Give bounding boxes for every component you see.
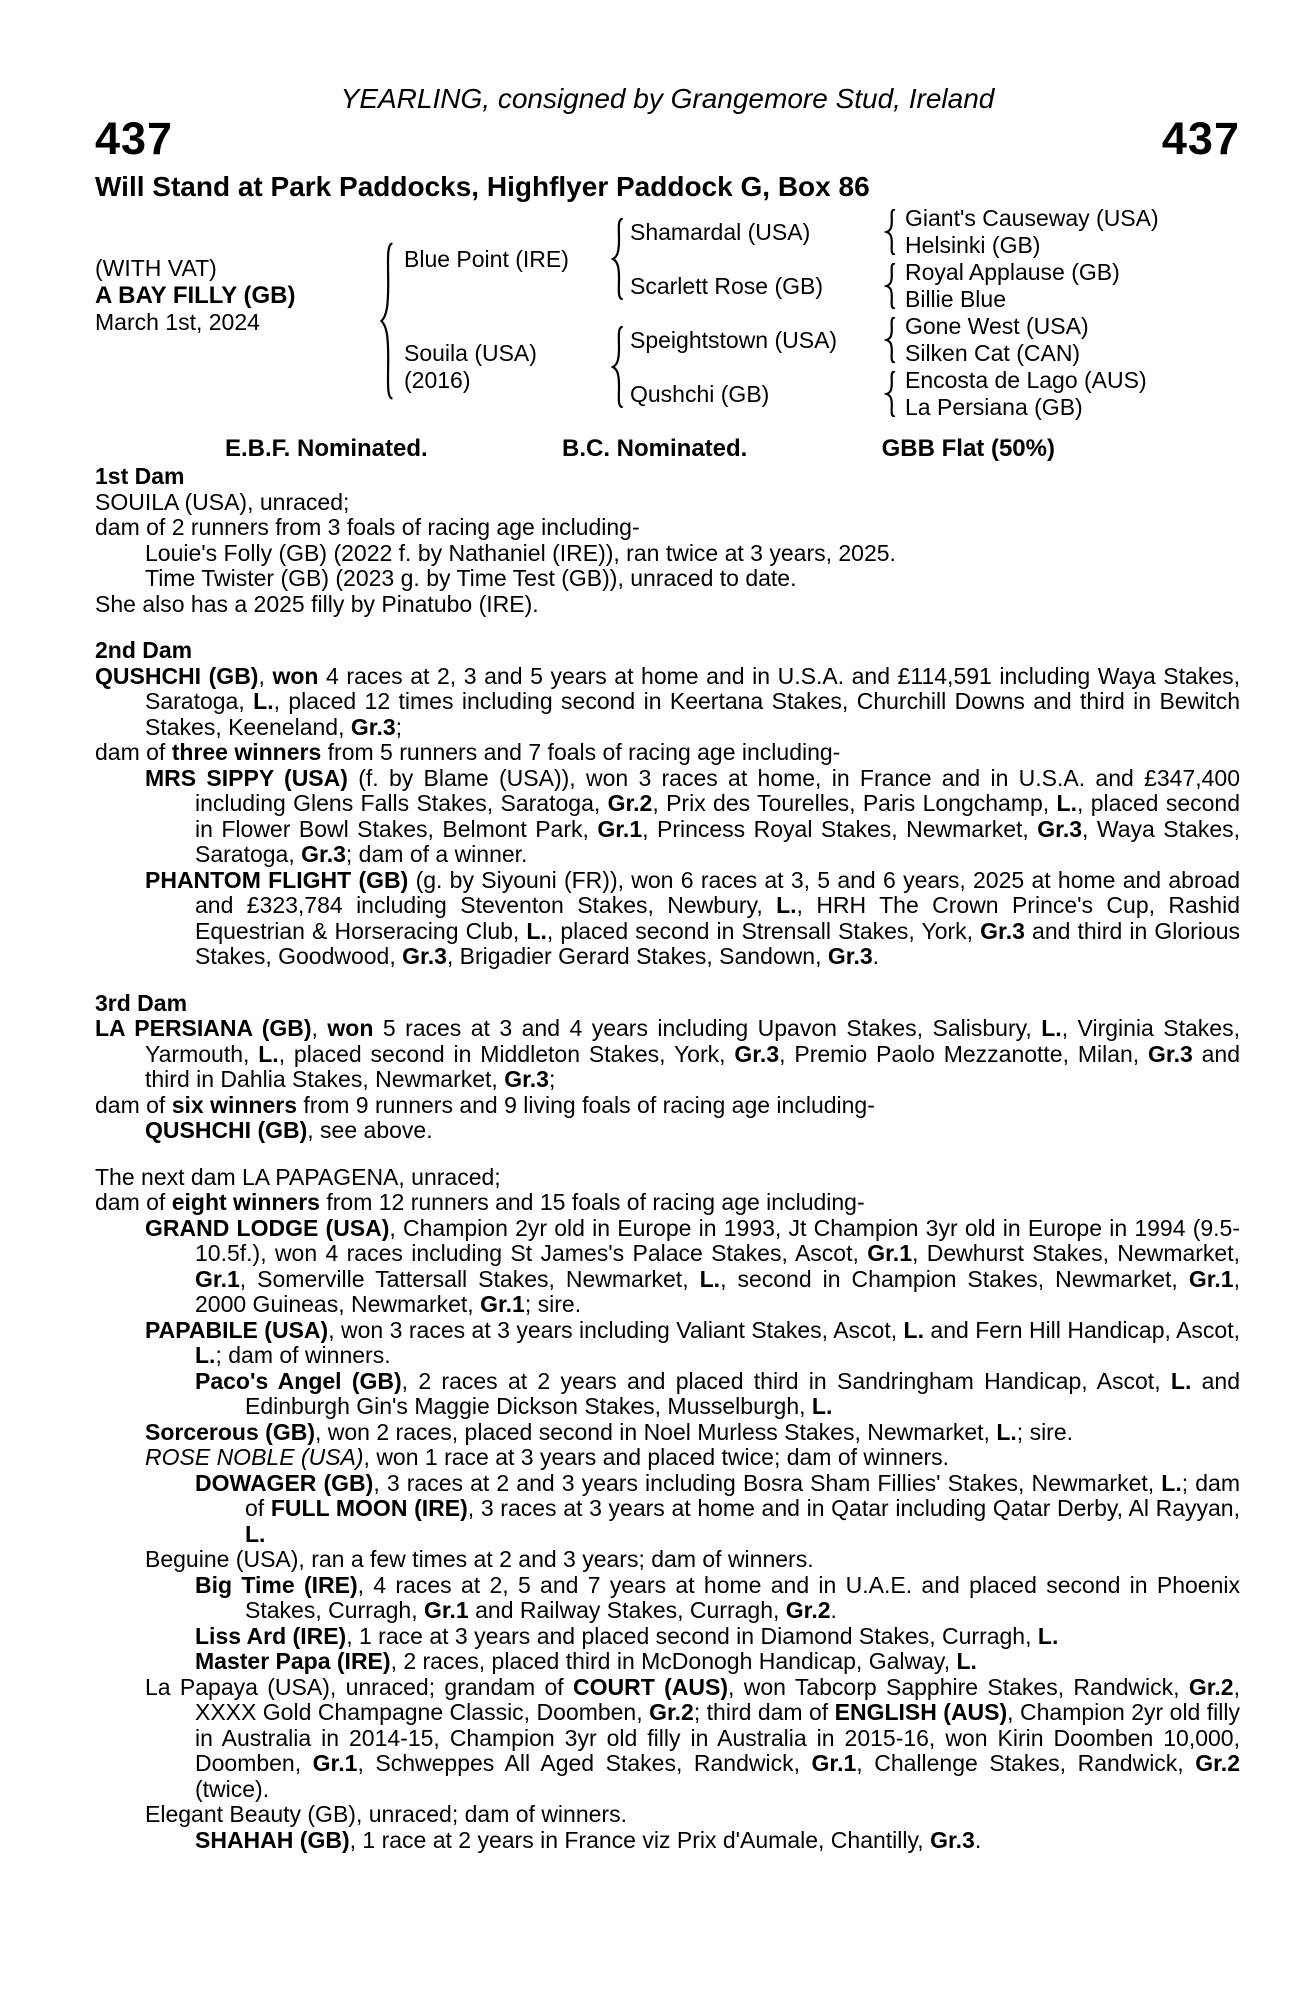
pedigree-paragraph: PHANTOM FLIGHT (GB) (g. by Siyouni (FR)), won 6 races at 3, 5 and 6 years, 2025 at home and abroad and £323,784 including Steventon Stakes, Newbury, L., HRH The Crown Prince's Cup, Rashid Equestrian & Horseracing Club, L., placed second in Strensall Stakes, York, Gr.3 and third in Glorious Stakes, Goodwood, Gr.3, Brigadier Gerard Stakes, Sandown, Gr.3. xyxy=(145,866,1240,969)
ancestor-name: Scarlett Rose (GB) xyxy=(630,272,823,299)
pedigree-paragraph: QUSHCHI (GB), won 4 races at 2, 3 and 5 years at home and in U.S.A. and £114,591 including Waya Stakes, Saratoga, L., placed 12 times including second in Keertana Stakes, Churchill Downs and third in Bewitch Stakes, Keeneland, Gr.3; xyxy=(95,662,1240,740)
pedigree-paragraph: dam of 2 runners from 3 foals of racing age including- xyxy=(95,514,640,540)
brace-dam-parents xyxy=(604,313,630,421)
pedigree-paragraph: GRAND LODGE (USA), Champion 2yr old in Europe in 1993, Jt Champion 3yr old in Europe in 1994 (9.5-10.5f.), won 4 races including St James's Palace Stakes, Ascot, Gr.1, Dewhurst Stakes, Newmarket, Gr.1, Somerville Tattersall Stakes, Newmarket, L., second in Champion Stakes, Newmarket, Gr.1, 2000 Guineas, Newmarket, Gr.1; sire. xyxy=(145,1214,1241,1317)
sire-name: Blue Point (IRE) xyxy=(404,245,569,272)
dam-section xyxy=(95,991,1240,1144)
pedigree-paragraph: Beguine (USA), ran a few times at 2 and 3 years; dam of winners. xyxy=(145,1546,814,1572)
ebf-nomination: E.B.F. Nominated. xyxy=(225,435,428,462)
pedigree-paragraph: Louie's Folly (GB) (2022 f. by Nathaniel (IRE)), ran twice at 3 years, 2025. xyxy=(145,539,896,566)
curly-brace-icon xyxy=(610,326,625,408)
curly-brace-icon xyxy=(884,371,897,417)
brace-granddam-parents xyxy=(875,367,905,421)
curly-brace-icon xyxy=(884,263,897,309)
lot-number-row xyxy=(95,113,1240,164)
gbb-nomination: GBB Flat (50%) xyxy=(881,435,1055,462)
pedigree-paragraph: ROSE NOBLE (USA), won 1 race at 3 years and placed twice; dam of winners. xyxy=(145,1444,950,1470)
dam-section-heading: 2nd Dam xyxy=(95,637,193,663)
curly-brace-icon xyxy=(378,242,395,400)
ancestor-name: Helsinki (GB) xyxy=(905,232,1041,258)
brace-sire-parents xyxy=(604,205,630,313)
foaling-date: March 1st, 2024 xyxy=(95,308,260,335)
bc-nomination: B.C. Nominated. xyxy=(561,435,748,462)
nominations-row xyxy=(95,436,1240,462)
brace-generation-1 xyxy=(368,205,404,421)
pedigree-paragraph: Elegant Beauty (GB), unraced; dam of winners. xyxy=(145,1801,627,1827)
curly-brace-icon xyxy=(884,209,897,255)
ancestor-name: Giant's Causeway (USA) xyxy=(905,205,1159,231)
pedigree-paragraph: Liss Ard (IRE), 1 race at 3 years and placed second in Diamond Stakes, Curragh, L. xyxy=(195,1622,1059,1649)
pedigree-paragraph: Big Time (IRE), 4 races at 2, 5 and 7 years at home and in U.A.E. and placed second in Phoenix Stakes, Curragh, Gr.1 and Railway Stakes, Curragh, Gr.2. xyxy=(195,1571,1240,1623)
subject-name: A BAY FILLY (GB) xyxy=(95,281,296,309)
ancestor-name: Billie Blue xyxy=(905,286,1006,312)
pedigree-tree xyxy=(95,205,1240,421)
pedigree-paragraph: Paco's Angel (GB), 2 races at 2 years and placed third in Sandringham Handicap, Ascot, L. and Edinburgh Gin's Maggie Dickson Stakes, Musselburgh, L. xyxy=(195,1367,1241,1419)
dam-name: Souila (USA) xyxy=(404,340,537,366)
pedigree-paragraph: She also has a 2025 filly by Pinatubo (IRE). xyxy=(95,590,539,617)
pedigree-paragraph: LA PERSIANA (GB), won 5 races at 3 and 4 years including Upavon Stakes, Salisbury, L., Virginia Stakes, Yarmouth, L., placed second in Middleton Stakes, York, Gr.3, Premio Paolo Mezzanotte, Milan, Gr.3 and third in Dahlia Stakes, Newmarket, Gr.3; xyxy=(95,1015,1240,1092)
ancestor-name: Shamardal (USA) xyxy=(630,218,811,245)
consignor-line: YEARLING, consigned by Grangemore Stud, Ireland xyxy=(340,83,995,114)
pedigree-paragraph: MRS SIPPY (USA) (f. by Blame (USA)), won 3 races at home, in France and in U.S.A. and £347,400 including Glens Falls Stakes, Saratoga, Gr.2, Prix des Tourelles, Paris Longchamp, L., placed second in Flower Bowl Stakes, Belmont Park, Gr.1, Princess Royal Stakes, Newmarket, Gr.3, Waya Stakes, Saratoga, Gr.3; dam of a winner. xyxy=(145,764,1241,867)
pedigree-paragraph: DOWAGER (GB), 3 races at 2 and 3 years including Bosra Sham Fillies' Stakes, Newmarket, L.; dam of FULL MOON (IRE), 3 races at 3 years at home and in Qatar including Qatar Derby, Al Rayyan, L. xyxy=(195,1469,1240,1547)
pedigree-paragraph: La Papaya (USA), unraced; grandam of COURT (AUS), won Tabcorp Sapphire Stakes, Randwick, Gr.2, XXXX Gold Champagne Classic, Doomben, Gr.2; third dam of ENGLISH (AUS), Champion 2yr old filly in Australia in 2014-15, Champion 3yr old filly in Australia in 2015-16, won Kirin Doomben 10,000, Doomben, Gr.1, Schweppes All Aged Stakes, Randwick, Gr.1, Challenge Stakes, Randwick, Gr.2 (twice). xyxy=(145,1673,1240,1802)
pedigree-paragraph: The next dam LA PAPAGENA, unraced; xyxy=(95,1163,501,1190)
dam-block xyxy=(404,313,604,421)
curly-brace-icon xyxy=(610,218,625,300)
pedigree-paragraph: dam of six winners from 9 runners and 9 living foals of racing age including- xyxy=(95,1091,875,1118)
dam-section xyxy=(95,1165,1240,1854)
pedigree-paragraph: QUSHCHI (GB), see above. xyxy=(145,1117,433,1143)
ancestor-name: La Persiana (GB) xyxy=(905,394,1083,420)
ancestor-name: Speightstown (USA) xyxy=(630,326,838,353)
lot-number-left: 437 xyxy=(95,113,174,164)
pedigree-paragraph: dam of eight winners from 12 runners and 15 foals of racing age including- xyxy=(95,1189,865,1215)
pedigree-paragraph: Master Papa (IRE), 2 races, placed third in McDonogh Handicap, Galway, L. xyxy=(195,1648,977,1674)
ancestor-name: Gone West (USA) xyxy=(905,313,1089,339)
brace-granddam-parents xyxy=(875,259,905,313)
brace-grandsire-parents xyxy=(875,205,905,259)
ancestor-name: Qushchi (GB) xyxy=(630,380,770,407)
pedigree-paragraph: PAPABILE (USA), won 3 races at 3 years including Valiant Stakes, Ascot, L. and Fern Hill Handicap, Ascot, L.; dam of winners. xyxy=(145,1316,1240,1368)
curly-brace-icon xyxy=(884,317,897,363)
catalogue-sections xyxy=(95,464,1240,1853)
pedigree-paragraph: SOUILA (USA), unraced; xyxy=(95,488,350,515)
dam-foaling-year: (2016) xyxy=(404,367,471,393)
brace-grandsire-parents xyxy=(875,313,905,367)
dam-section xyxy=(95,638,1240,970)
ancestor-name: Royal Applause (GB) xyxy=(905,259,1120,285)
pedigree-paragraph: dam of three winners from 5 runners and 7 foals of racing age including- xyxy=(95,739,841,765)
dam-section-heading: 3rd Dam xyxy=(95,989,188,1016)
dam-section xyxy=(95,464,1240,617)
stand-location-line: Will Stand at Park Paddocks, Highflyer Paddock G, Box 86 xyxy=(95,171,870,202)
dam-section-heading: 1st Dam xyxy=(95,463,185,489)
vat-note: (WITH VAT) xyxy=(95,254,217,281)
pedigree-paragraph: Sorcerous (GB), won 2 races, placed second in Noel Murless Stakes, Newmarket, L.; sire. xyxy=(145,1418,1074,1445)
lot-number-right: 437 xyxy=(1161,113,1240,164)
ancestor-name: Silken Cat (CAN) xyxy=(905,340,1081,366)
pedigree-paragraph: SHAHAH (GB), 1 race at 2 years in France viz Prix d'Aumale, Chantilly, Gr.3. xyxy=(195,1826,982,1853)
pedigree-paragraph: Time Twister (GB) (2023 g. by Time Test (GB)), unraced to date. xyxy=(145,565,797,591)
subject-block xyxy=(95,187,368,403)
ancestor-name: Encosta de Lago (AUS) xyxy=(905,367,1147,393)
